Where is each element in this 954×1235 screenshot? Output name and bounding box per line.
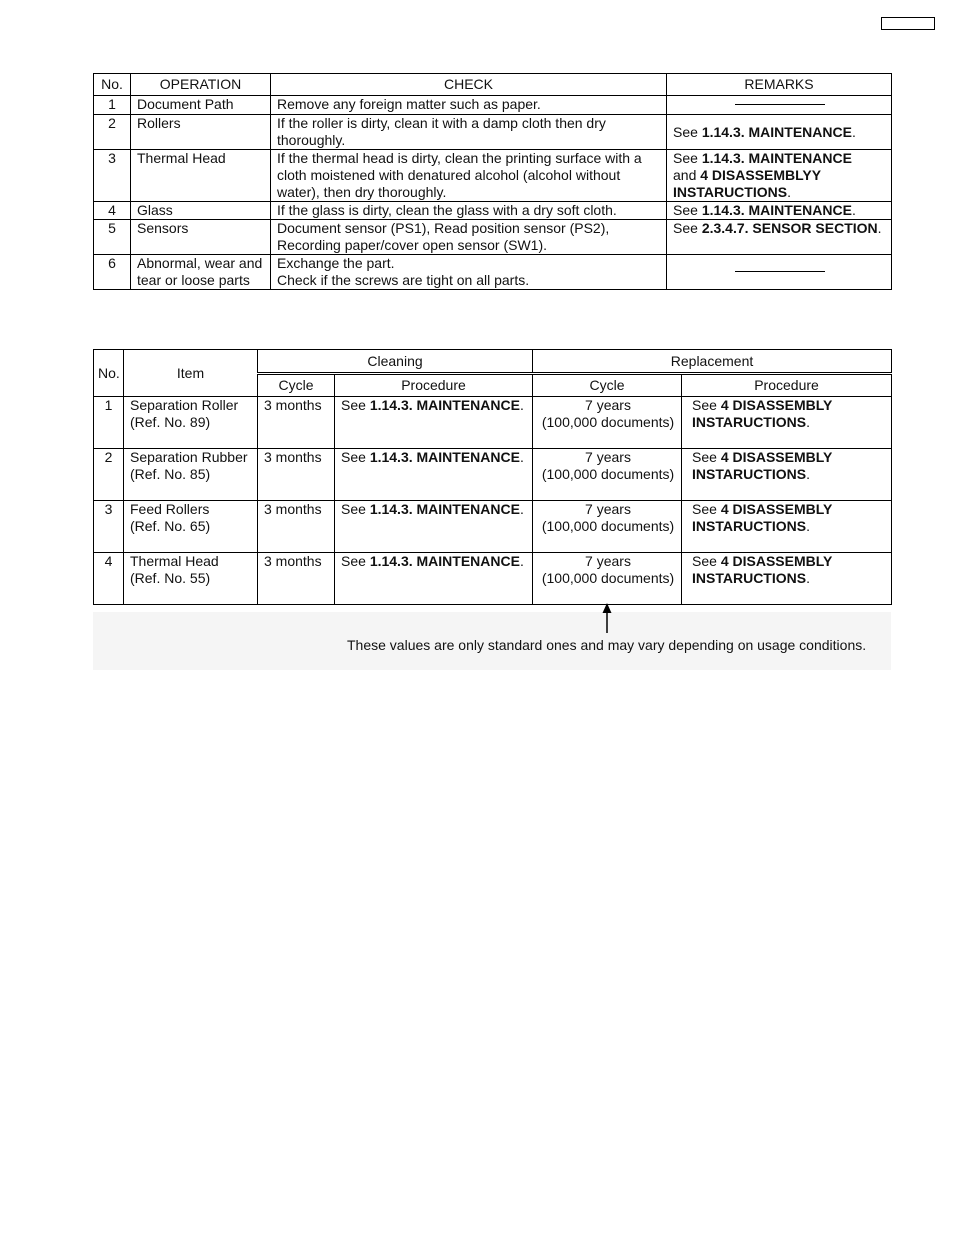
row-no: 6 [94, 255, 131, 290]
row-no: 4 [94, 202, 131, 220]
procedure-prefix: See [341, 397, 370, 413]
row-operation: Document Path [131, 96, 271, 115]
remarks-prefix: See [673, 202, 702, 218]
usage-note: These values are only standard ones and may vary depending on usage conditions. [347, 637, 867, 653]
procedure-prefix: See [692, 553, 721, 569]
row-check: If the glass is dirty, clean the glass with a dry soft cloth. [271, 202, 667, 220]
col-header-no: No. [94, 350, 124, 397]
item-ref: (Ref. No. 85) [130, 466, 211, 482]
item-ref: (Ref. No. 89) [130, 414, 211, 430]
row-no: 4 [94, 553, 124, 605]
row-no: 2 [94, 115, 131, 150]
procedure-prefix: See [341, 501, 370, 517]
table-row [94, 501, 892, 553]
procedure-suffix: . [519, 397, 524, 413]
row-no: 3 [94, 150, 131, 202]
row-operation: Glass [131, 202, 271, 220]
replacement-schedule-table [93, 349, 892, 605]
row-item [124, 553, 258, 605]
procedure-prefix: See [692, 397, 721, 413]
row-no: 1 [94, 96, 131, 115]
remarks-prefix: See [673, 150, 702, 166]
row-repl-cycle [533, 501, 682, 553]
row-repl-procedure [682, 397, 892, 449]
procedure-reference-2: INSTARUCTIONS [692, 518, 807, 534]
table-row [94, 115, 892, 150]
procedure-prefix: See [341, 553, 370, 569]
table-row [94, 96, 892, 115]
repl-cycle-years: 7 years [585, 553, 631, 569]
col-header-remarks: REMARKS [667, 74, 892, 96]
row-repl-cycle [533, 397, 682, 449]
row-check: Document sensor (PS1), Read position sensor (PS2), Recording paper/cover open sensor (SW1). [271, 220, 667, 255]
col-header-replacement: Replacement [533, 350, 892, 374]
row-no: 1 [94, 397, 124, 449]
row-operation: Abnormal, wear and tear or loose parts [131, 255, 271, 290]
repl-cycle-docs: (100,000 documents) [541, 466, 675, 482]
procedure-suffix: . [519, 501, 524, 517]
col-header-operation: OPERATION [131, 74, 271, 96]
procedure-prefix: See [341, 449, 370, 465]
empty-dash [735, 104, 825, 105]
col-header-replacement-procedure: Procedure [682, 374, 892, 397]
row-check: If the roller is dirty, clean it with a damp cloth then dry thoroughly. [271, 115, 667, 150]
row-item [124, 397, 258, 449]
row-check [271, 255, 667, 290]
row-clean-procedure [335, 397, 533, 449]
row-check: If the thermal head is dirty, clean the printing surface with a cloth moistened with denatured alcohol (alcohol without water), then dry thoroughly. [271, 150, 667, 202]
row-clean-cycle: 3 months [258, 449, 335, 501]
table-row [94, 553, 892, 605]
remarks-reference: 1.14.3. MAINTENANCE [701, 202, 852, 218]
row-item [124, 449, 258, 501]
procedure-prefix: See [692, 449, 721, 465]
procedure-suffix: . [519, 553, 524, 569]
item-name: Separation Rubber [130, 449, 248, 465]
table-row [94, 150, 892, 202]
remarks-suffix: . [877, 220, 882, 236]
procedure-suffix: . [519, 449, 524, 465]
procedure-reference: 4 DISASSEMBLY [720, 397, 833, 413]
remarks-reference-2: 4 DISASSEMBLYY INSTARUCTIONS [673, 167, 821, 200]
procedure-reference: 1.14.3. MAINTENANCE [369, 397, 520, 413]
procedure-reference: 4 DISASSEMBLY [720, 553, 833, 569]
table-header-row [94, 74, 892, 96]
item-ref: (Ref. No. 55) [130, 570, 211, 586]
up-arrow-icon [601, 603, 613, 633]
row-item [124, 501, 258, 553]
row-remarks [667, 220, 892, 255]
row-operation: Rollers [131, 115, 271, 150]
table-row [94, 202, 892, 220]
item-name: Thermal Head [130, 553, 219, 569]
row-repl-procedure [682, 553, 892, 605]
item-name: Feed Rollers [130, 501, 210, 517]
row-check: Remove any foreign matter such as paper. [271, 96, 667, 115]
procedure-prefix: See [692, 501, 721, 517]
row-repl-cycle [533, 449, 682, 501]
table-row [94, 220, 892, 255]
repl-cycle-years: 7 years [585, 449, 631, 465]
col-header-item: Item [124, 350, 258, 397]
table-row [94, 397, 892, 449]
page-code-box [881, 17, 935, 30]
repl-cycle-years: 7 years [585, 501, 631, 517]
row-remarks [667, 255, 892, 290]
row-clean-cycle: 3 months [258, 397, 335, 449]
procedure-suffix: . [806, 466, 810, 482]
procedure-suffix: . [806, 518, 810, 534]
procedure-reference: 4 DISASSEMBLY [720, 501, 833, 517]
procedure-suffix: . [806, 570, 810, 586]
remarks-suffix: . [851, 123, 856, 140]
repl-cycle-years: 7 years [585, 397, 631, 413]
remarks-reference: 2.3.4.7. SENSOR SECTION [701, 220, 878, 236]
item-name: Separation Roller [130, 397, 239, 413]
row-no: 5 [94, 220, 131, 255]
repl-cycle-docs: (100,000 documents) [541, 414, 675, 430]
row-remarks [667, 96, 892, 115]
remarks-reference: 1.14.3. MAINTENANCE [701, 150, 852, 166]
row-no: 3 [94, 501, 124, 553]
row-repl-cycle [533, 553, 682, 605]
procedure-reference: 1.14.3. MAINTENANCE [369, 501, 520, 517]
repl-cycle-docs: (100,000 documents) [541, 518, 675, 534]
row-clean-procedure [335, 501, 533, 553]
row-clean-cycle: 3 months [258, 553, 335, 605]
row-operation: Sensors [131, 220, 271, 255]
procedure-reference: 1.14.3. MAINTENANCE [369, 553, 520, 569]
row-no: 2 [94, 449, 124, 501]
table-row [94, 449, 892, 501]
procedure-reference-2: INSTARUCTIONS [692, 570, 807, 586]
check-line: Exchange the part. [277, 255, 395, 271]
procedure-reference: 4 DISASSEMBLY [720, 449, 833, 465]
procedure-suffix: . [806, 414, 810, 430]
row-clean-procedure [335, 553, 533, 605]
remarks-and: and [673, 167, 701, 183]
row-repl-procedure [682, 449, 892, 501]
remarks-reference: 1.14.3. MAINTENANCE [701, 123, 852, 140]
row-remarks [667, 115, 892, 150]
row-operation: Thermal Head [131, 150, 271, 202]
remarks-suffix: . [787, 184, 791, 200]
col-header-cleaning: Cleaning [258, 350, 533, 374]
procedure-reference-2: INSTARUCTIONS [692, 414, 807, 430]
row-remarks [667, 150, 892, 202]
procedure-reference-2: INSTARUCTIONS [692, 466, 807, 482]
empty-dash [735, 271, 825, 272]
check-line: Check if the screws are tight on all parts. [277, 272, 530, 288]
repl-cycle-docs: (100,000 documents) [541, 570, 675, 586]
col-header-replacement-cycle: Cycle [533, 374, 682, 397]
col-header-check: CHECK [271, 74, 667, 96]
row-repl-procedure [682, 501, 892, 553]
table-row [94, 255, 892, 290]
row-clean-procedure [335, 449, 533, 501]
item-ref: (Ref. No. 65) [130, 518, 211, 534]
remarks-prefix: See [673, 123, 702, 140]
row-remarks [667, 202, 892, 220]
table-header-row [94, 350, 892, 374]
col-header-cleaning-procedure: Procedure [335, 374, 533, 397]
maintenance-check-table [93, 73, 892, 290]
remarks-suffix: . [851, 202, 856, 218]
procedure-reference: 1.14.3. MAINTENANCE [369, 449, 520, 465]
remarks-prefix: See [673, 220, 702, 236]
col-header-cleaning-cycle: Cycle [258, 374, 335, 397]
row-clean-cycle: 3 months [258, 501, 335, 553]
col-header-no: No. [94, 74, 131, 96]
